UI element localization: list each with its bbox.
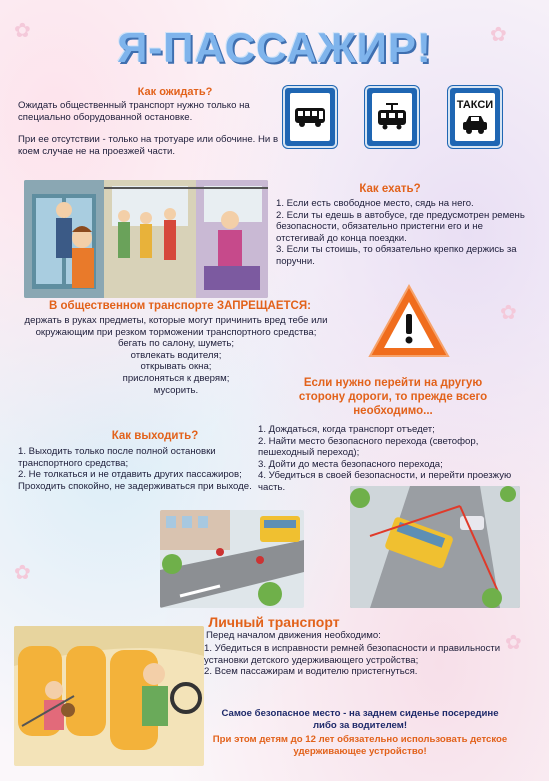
forbidden-item: прислоняться к дверям; <box>122 372 230 384</box>
flower-decoration: ✿ <box>14 562 31 584</box>
flower-decoration: ✿ <box>500 302 517 324</box>
flower-decoration: ✿ <box>490 24 507 46</box>
exit-list <box>18 446 254 492</box>
cross-item-4: 4. Убедиться в своей безопасности, и перейти проезжую часть. <box>258 470 512 493</box>
flower-decoration: ✿ <box>505 632 522 654</box>
exit-item-1: 1. Выходить только после полной остановки транспортного средства; <box>18 446 216 469</box>
tram-icon <box>376 103 408 131</box>
bus-interior-illustration <box>24 180 268 298</box>
taxi-car-icon <box>461 113 489 135</box>
ride-item-3: 3. Если ты стоишь, то обязательно крепко держись за поручни. <box>276 244 517 267</box>
exit-item-3: Проходить спокойно, не задерживаться при выходе. <box>18 480 252 492</box>
child-seat-note: При этом детям до 12 лет обязательно использовать детское удерживающее устройство! <box>212 734 508 757</box>
bus-stop-sign <box>283 86 337 148</box>
car-interior-illustration <box>14 626 204 766</box>
forbidden-item: держать в руках предметы, которые могут причинить вред тебе или окружающим при резком торможении транспортного средства; <box>24 315 328 338</box>
wait-paragraph-1: Ожидать общественный транспорт нужно только на специально оборудованной остановке. <box>18 100 250 123</box>
taxi-sign <box>448 86 502 148</box>
crossing-scene-illustration <box>350 486 520 608</box>
ride-list <box>276 198 526 268</box>
wait-text <box>18 100 280 157</box>
personal-item-1: 1. Убедиться в исправности ремней безопасности и правильности установки детского удерживающего устройства; <box>204 643 501 666</box>
street-scene-illustration <box>160 510 304 608</box>
forbidden-item: бегать по салону, шуметь; <box>117 338 235 350</box>
cross-item-2: 2. Найти место безопасного перехода (светофор, пешеходный переход); <box>258 435 479 459</box>
ride-item-2: 2. Если ты едешь в автобусе, где предусмотрен ремень безопасности, обязательно пристегни его и не отстегивай до конца поездки. <box>276 209 525 244</box>
tram-stop-sign <box>365 86 419 148</box>
personal-intro: Перед началом движения необходимо: <box>206 630 381 641</box>
personal-heading: Личный транспорт <box>208 614 340 630</box>
exit-item-2: 2. Не толкаться и не отдавить других пассажиров; <box>18 469 242 481</box>
cross-item-1: 1. Дождаться, когда транспорт отъедет; <box>258 424 435 435</box>
flower-decoration: ✿ <box>14 20 31 42</box>
personal-item-2: 2. Всем пассажирам и водителю пристегнуться. <box>204 666 418 678</box>
forbidden-item: открывать окна; <box>140 361 212 373</box>
ride-heading: Как ехать? <box>359 183 421 195</box>
page-title: Я-ПАССАЖИР! <box>117 24 432 71</box>
warning-triangle-icon <box>366 282 452 362</box>
cross-heading: Если нужно перейти на другую сторону дороги, то прежде всего необходимо... <box>298 377 488 417</box>
cross-list <box>258 424 516 494</box>
forbidden-heading: В общественном транспорте ЗАПРЕЩАЕТСЯ: <box>49 300 311 312</box>
cross-item-3: 3. Дойти до места безопасного перехода; <box>258 458 443 470</box>
safest-place-note: Самое безопасное место - на заднем сиденье посередине либо за водителем! <box>221 708 499 731</box>
forbidden-item: отвлекать водителя; <box>130 349 222 361</box>
ride-item-1: 1. Если есть свободное место, сядь на него. <box>276 198 474 209</box>
wait-heading: Как ожидать? <box>137 86 213 98</box>
personal-list <box>204 643 504 678</box>
forbidden-item: мусорить. <box>153 384 199 396</box>
wait-paragraph-2: При ее отсутствии - только на тротуаре или обочине. Ни в коем случае не на проезжей части. <box>18 134 279 157</box>
exit-heading: Как выходить? <box>111 430 199 442</box>
bus-icon <box>294 106 326 128</box>
taxi-label: ТАКСИ <box>456 99 494 111</box>
